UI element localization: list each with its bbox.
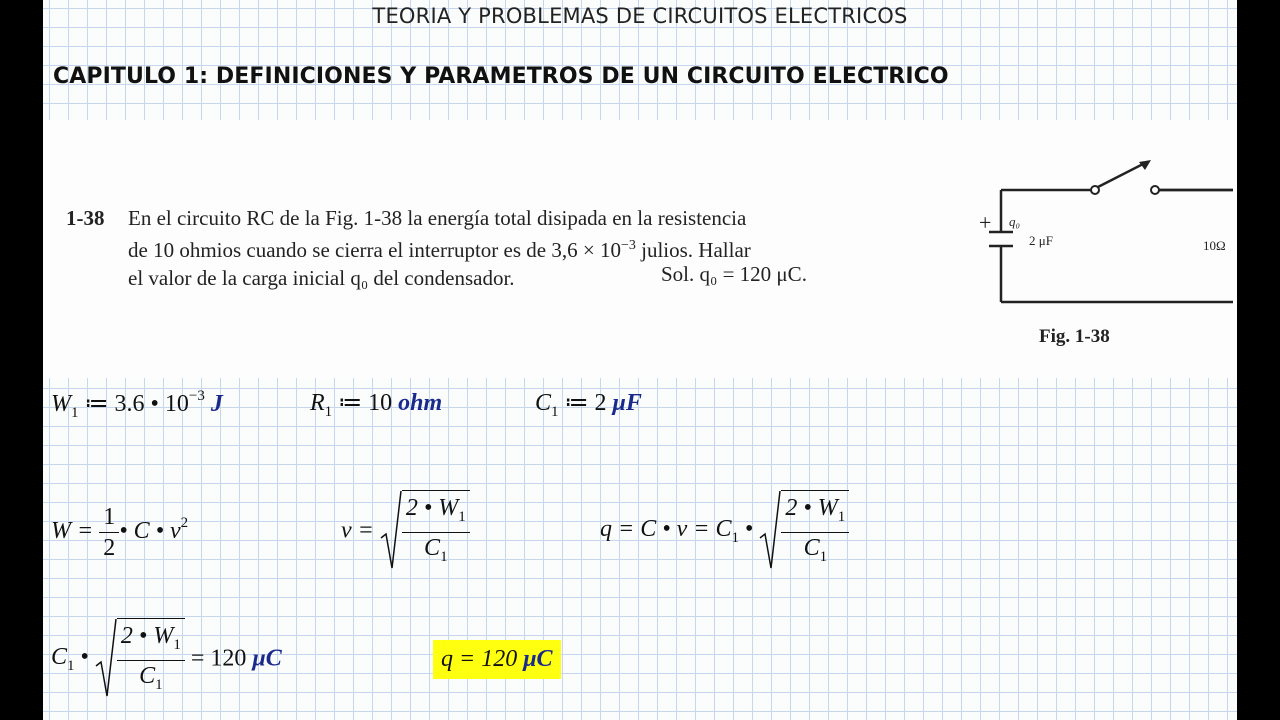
square-root: $\frac{2 • W_1}{C_1}$ [380,490,470,572]
problem-line-2: de 10 ohmios cuando se cierra el interruptor es de $3,6 \times 10^{-3}$ julios. Hallar [128,238,751,262]
resistor-value-label: 10Ω [1203,238,1226,253]
given-w1: $W_1$ ≔ 3.6 • $10^{-3}$ J [51,388,223,421]
figure-label: Fig. 1-38 [1039,326,1110,347]
chapter-title: CAPITULO 1: DEFINICIONES Y PARAMETROS DE UN CIRCUITO ELECTRICO [53,64,949,89]
switch-blade [1096,162,1147,188]
switch-contact-left [1091,186,1099,194]
problem-statement-image [43,120,1237,378]
unit-microfarad: μF [612,390,642,416]
capacitor-charge-label: q₀ [1009,214,1021,229]
result-evaluation: $C_1$ • $\frac{2 • W_1}{C_1}$ = 120 μC [51,618,282,700]
capacitor-plus-sign: + [979,210,992,235]
given-r1: $R_1$ ≔ 10 ohm [310,390,443,420]
radical-sign-icon [95,618,117,698]
formula-charge: q = C • $v = C_1$ • $\frac{2 • W_1}{C_1}$ [600,490,849,572]
capacitor-value-label: 2 μF [1029,233,1053,248]
worksheet [43,0,1237,720]
unit-ohm: ohm [398,390,443,416]
formula-energy: W = $\frac{1}{2}$ • C • $v^2$ [51,504,189,561]
problem-line-3: el valor de la carga inicial q₀ del condensador. [128,266,515,290]
switch-contact-right [1151,186,1159,194]
unit-joule: J [210,391,223,417]
fraction-one-half: $\frac{1}{2}$ [99,502,119,563]
square-root: $\frac{2 • W_1}{C_1}$ [759,490,849,572]
problem-text [66,204,886,292]
radical-sign-icon [380,490,402,570]
problem-solution: Sol. q₀ = 120 μC. [661,262,807,286]
rc-circuit-diagram [933,150,1233,310]
formula-voltage: v = $\frac{2 • W_1}{C_1}$ [341,490,470,572]
square-root: $\frac{2 • W_1}{C_1}$ [95,618,185,700]
book-title: TEORIA Y PROBLEMAS DE CIRCUITOS ELECTRICOS [372,4,908,28]
given-c1: $C_1$ ≔ 2 μF [535,390,642,420]
problem-line-1: En el circuito RC de la Fig. 1-38 la energía total disipada en la resistencia [128,206,747,230]
radical-sign-icon [759,490,781,570]
final-answer: q = 120 μC [433,640,561,679]
problem-number: 1-38 [66,206,105,230]
